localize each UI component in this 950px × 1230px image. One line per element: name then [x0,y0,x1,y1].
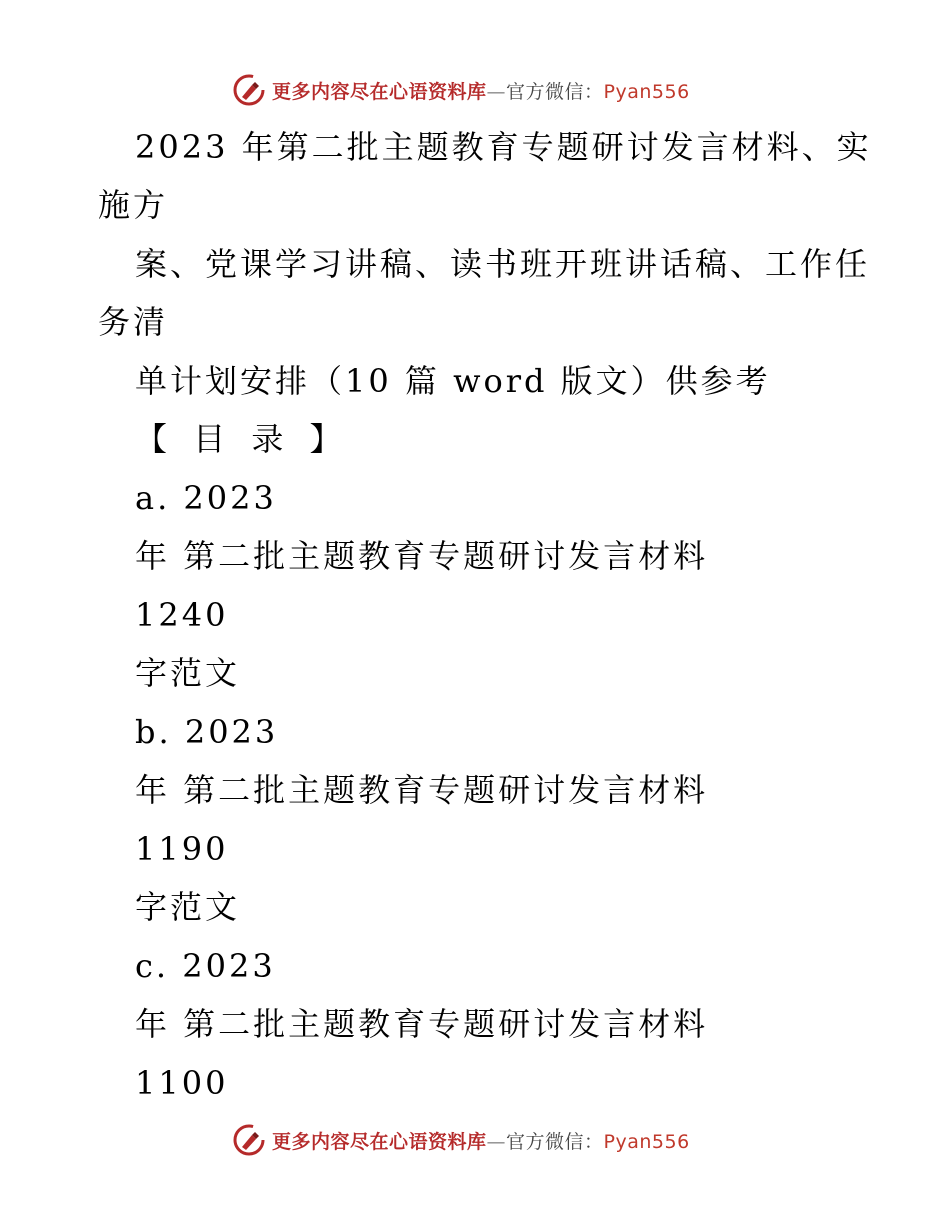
footer-brand: 更多内容尽在心语资料库 [272,1130,487,1153]
toc-item-c-count: 1100 [135,1064,229,1102]
toc-item-c-title: 年 第二批主题教育专题研讨发言材料 [135,1005,709,1043]
title-line-4: 务清 [98,303,169,341]
toc-item-a-title: 年 第二批主题教育专题研讨发言材料 [135,537,709,575]
footer-dash: — [486,1130,507,1153]
toc-item-a-label: a. 2023 [135,479,277,517]
toc-heading: 【 目 录 】 [135,420,350,458]
footer-wechat-id: Pyan556 [603,1130,690,1153]
title-line-5: 单计划安排（10 篇 word 版文）供参考 [135,362,771,400]
title-line-3: 案、党课学习讲稿、读书班开班讲话稿、工作任 [135,245,871,283]
pen-nib-logo-icon [232,73,266,107]
toc-item-b-suffix: 字范文 [135,888,241,926]
toc-item-a-count: 1240 [135,596,229,634]
toc-item-c-label: c. 2023 [135,947,276,985]
toc-item-a-suffix: 字范文 [135,654,241,692]
toc-item-b-count: 1190 [135,830,229,868]
toc-item-b-title: 年 第二批主题教育专题研讨发言材料 [135,771,709,809]
header-wechat-label: 官方微信： [506,80,604,103]
pen-nib-logo-icon [232,1123,266,1157]
title-line-1: 2023 年第二批主题教育专题研讨发言材料、实 [135,128,872,166]
header-wechat-id: Pyan556 [603,80,690,103]
header-brand: 更多内容尽在心语资料库 [272,80,487,103]
footer-wechat-label: 官方微信： [506,1130,604,1153]
header-banner-text [272,77,690,104]
header-dash: — [486,80,507,103]
title-line-2: 施方 [98,186,169,224]
toc-item-b-label: b. 2023 [135,713,279,751]
header-banner [232,70,712,110]
footer-banner [232,1120,712,1160]
footer-banner-text [272,1127,690,1154]
